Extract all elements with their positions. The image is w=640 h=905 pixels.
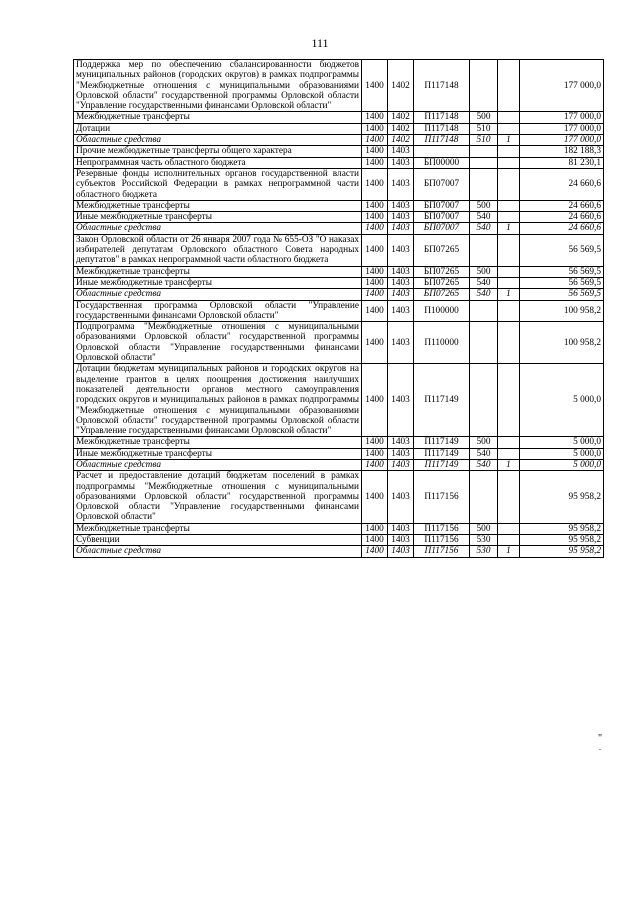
row-amount: 56 569,5: [520, 277, 604, 288]
row-target-article: П110000: [414, 322, 470, 364]
table-row: [74, 459, 604, 470]
row-expense-type: 530: [470, 535, 498, 546]
row-expense-type: 510: [470, 135, 498, 146]
row-funding-source: [498, 322, 520, 364]
row-target-article: П117156: [414, 471, 470, 523]
row-target-article: П117149: [414, 459, 470, 470]
row-expense-type: 500: [470, 112, 498, 123]
row-expense-type: [470, 146, 498, 157]
table-row: [74, 234, 604, 266]
row-name: Межбюджетные трансферты: [74, 523, 362, 534]
row-section: 1400: [362, 471, 388, 523]
row-target-article: БП07007: [414, 200, 470, 211]
row-section: 1400: [362, 60, 388, 112]
row-subsection: 1403: [388, 266, 414, 277]
row-expense-type: 500: [470, 437, 498, 448]
row-section: 1400: [362, 234, 388, 266]
row-section: 1400: [362, 123, 388, 134]
page-number: 111: [311, 36, 329, 50]
row-subsection: 1402: [388, 123, 414, 134]
row-target-article: БП07265: [414, 266, 470, 277]
table-row: [74, 437, 604, 448]
row-name: Областные средства: [74, 546, 362, 557]
row-section: 1400: [362, 523, 388, 534]
row-name: Областные средства: [74, 289, 362, 300]
row-amount: 56 569,5: [520, 266, 604, 277]
row-funding-source: [498, 471, 520, 523]
row-amount: 5 000,0: [520, 459, 604, 470]
row-section: 1400: [362, 448, 388, 459]
row-funding-source: 1: [498, 289, 520, 300]
table-row: [74, 277, 604, 288]
row-expense-type: [470, 168, 498, 200]
row-section: 1400: [362, 459, 388, 470]
row-funding-source: 1: [498, 135, 520, 146]
row-amount: 5 000,0: [520, 437, 604, 448]
row-section: 1400: [362, 289, 388, 300]
budget-table: [73, 59, 604, 558]
row-name: Межбюджетные трансферты: [74, 112, 362, 123]
row-section: 1400: [362, 266, 388, 277]
row-section: 1400: [362, 112, 388, 123]
row-subsection: 1403: [388, 459, 414, 470]
row-subsection: 1403: [388, 234, 414, 266]
row-section: 1400: [362, 146, 388, 157]
row-section: 1400: [362, 364, 388, 437]
row-name: Иные межбюджетные трансферты: [74, 448, 362, 459]
row-section: 1400: [362, 223, 388, 234]
row-name: Иные межбюджетные трансферты: [74, 277, 362, 288]
row-amount: 177 000,0: [520, 112, 604, 123]
row-funding-source: [498, 277, 520, 288]
table-row: [74, 123, 604, 134]
row-name: Межбюджетные трансферты: [74, 266, 362, 277]
row-name: Закон Орловской области от 26 января 2007 года № 655-ОЗ "О наказах избирателей депутатам Орловского областного Совета народных депутатов" в рамках непрограммной части областного бюджета: [74, 234, 362, 266]
row-amount: 100 958,2: [520, 300, 604, 322]
table-row: [74, 546, 604, 557]
row-subsection: 1403: [388, 523, 414, 534]
row-name: Межбюджетные трансферты: [74, 200, 362, 211]
row-target-article: П100000: [414, 300, 470, 322]
table-row: [74, 60, 604, 112]
row-expense-type: [470, 364, 498, 437]
row-expense-type: [470, 157, 498, 168]
row-section: 1400: [362, 300, 388, 322]
row-name: Поддержка мер по обеспечению сбалансированности бюджетов муниципальных районов (городских округов) в рамках подпрограммы "Межбюджетные отношения с муниципальными образованиями Орловской области" государственной программы Орловской области "Управление государственными финансами Орловской области": [74, 60, 362, 112]
row-name: Дотации: [74, 123, 362, 134]
table-row: [74, 135, 604, 146]
row-amount: 95 958,2: [520, 535, 604, 546]
table-row: [74, 168, 604, 200]
row-target-article: БП07265: [414, 277, 470, 288]
row-section: 1400: [362, 200, 388, 211]
row-expense-type: 540: [470, 223, 498, 234]
row-funding-source: [498, 60, 520, 112]
row-target-article: П117149: [414, 437, 470, 448]
row-section: 1400: [362, 212, 388, 223]
table-row: [74, 300, 604, 322]
row-subsection: 1403: [388, 289, 414, 300]
row-subsection: 1402: [388, 135, 414, 146]
row-name: Субвенции: [74, 535, 362, 546]
row-funding-source: [498, 448, 520, 459]
row-expense-type: 530: [470, 546, 498, 557]
row-subsection: 1403: [388, 168, 414, 200]
row-target-article: БП07265: [414, 289, 470, 300]
row-expense-type: 500: [470, 266, 498, 277]
row-amount: 95 958,2: [520, 523, 604, 534]
row-funding-source: [498, 200, 520, 211]
budget-table-body: [74, 60, 604, 558]
table-row: [74, 523, 604, 534]
row-section: 1400: [362, 322, 388, 364]
table-row: [74, 448, 604, 459]
row-target-article: [414, 146, 470, 157]
row-expense-type: [470, 471, 498, 523]
row-name: Областные средства: [74, 459, 362, 470]
row-expense-type: 500: [470, 200, 498, 211]
row-amount: 182 188,3: [520, 146, 604, 157]
table-row: [74, 223, 604, 234]
row-target-article: П117148: [414, 60, 470, 112]
table-row: [74, 535, 604, 546]
row-expense-type: 540: [470, 459, 498, 470]
row-expense-type: 540: [470, 289, 498, 300]
row-subsection: 1403: [388, 535, 414, 546]
table-row: [74, 289, 604, 300]
row-amount: 24 660,6: [520, 223, 604, 234]
row-expense-type: [470, 234, 498, 266]
table-row: [74, 322, 604, 364]
row-target-article: П117156: [414, 546, 470, 557]
row-target-article: БП07007: [414, 168, 470, 200]
row-subsection: 1403: [388, 277, 414, 288]
table-row: [74, 266, 604, 277]
row-subsection: 1403: [388, 437, 414, 448]
row-target-article: П117156: [414, 523, 470, 534]
row-funding-source: [498, 300, 520, 322]
row-amount: 177 000,0: [520, 123, 604, 134]
row-name: Подпрограмма "Межбюджетные отношения с муниципальными образованиями Орловской области" государственной программы Орловской области "Управление государственными финансами Орловской области": [74, 322, 362, 364]
row-funding-source: [498, 168, 520, 200]
row-funding-source: [498, 112, 520, 123]
table-row: [74, 157, 604, 168]
row-expense-type: 540: [470, 212, 498, 223]
row-subsection: 1403: [388, 471, 414, 523]
row-funding-source: 1: [498, 546, 520, 557]
row-section: 1400: [362, 135, 388, 146]
row-expense-type: [470, 300, 498, 322]
row-name: Непрограммная часть областного бюджета: [74, 157, 362, 168]
row-target-article: П117148: [414, 135, 470, 146]
row-amount: 24 660,6: [520, 168, 604, 200]
row-subsection: 1403: [388, 223, 414, 234]
row-name: Межбюджетные трансферты: [74, 437, 362, 448]
row-expense-type: [470, 60, 498, 112]
row-name: Иные межбюджетные трансферты: [74, 212, 362, 223]
closing-dot: .: [599, 743, 601, 752]
row-subsection: 1402: [388, 112, 414, 123]
row-section: 1400: [362, 168, 388, 200]
row-name: Резервные фонды исполнительных органов государственной власти субъектов Российской Федерации в рамках непрограммной части областного бюджета: [74, 168, 362, 200]
row-name: Прочие межбюджетные трансферты общего характера: [74, 146, 362, 157]
row-section: 1400: [362, 157, 388, 168]
table-row: [74, 471, 604, 523]
row-expense-type: 540: [470, 277, 498, 288]
row-subsection: 1403: [388, 200, 414, 211]
table-row: [74, 146, 604, 157]
row-amount: 24 660,6: [520, 200, 604, 211]
row-funding-source: [498, 266, 520, 277]
row-target-article: П117148: [414, 123, 470, 134]
row-amount: 81 230,1: [520, 157, 604, 168]
row-amount: 24 660,6: [520, 212, 604, 223]
row-target-article: П117149: [414, 448, 470, 459]
row-name: Дотации бюджетам муниципальных районов и городских округов на выделение грантов в целях поощрения достижения наилучших показателей деятельности органов местного самоуправления городских округов и муниципальных районов в рамках подпрограммы "Межбюджетные отношения с муниципальными образованиями Орловской области" государственной программы Орловской области "Управление государственными финансами Орловской области": [74, 364, 362, 437]
row-funding-source: [498, 146, 520, 157]
row-target-article: БП07265: [414, 234, 470, 266]
table-row: [74, 200, 604, 211]
row-expense-type: [470, 322, 498, 364]
table-row: [74, 112, 604, 123]
row-target-article: БП07007: [414, 212, 470, 223]
row-expense-type: 510: [470, 123, 498, 134]
row-section: 1400: [362, 535, 388, 546]
row-funding-source: [498, 212, 520, 223]
row-amount: 56 569,5: [520, 289, 604, 300]
row-amount: 95 958,2: [520, 546, 604, 557]
row-section: 1400: [362, 546, 388, 557]
row-funding-source: [498, 535, 520, 546]
row-funding-source: [498, 364, 520, 437]
row-subsection: 1403: [388, 146, 414, 157]
row-target-article: П117148: [414, 112, 470, 123]
row-subsection: 1403: [388, 300, 414, 322]
row-funding-source: [498, 157, 520, 168]
row-name: Областные средства: [74, 223, 362, 234]
row-subsection: 1403: [388, 546, 414, 557]
row-amount: 177 000,0: [520, 135, 604, 146]
row-target-article: БП07007: [414, 223, 470, 234]
row-target-article: П117149: [414, 364, 470, 437]
row-subsection: 1403: [388, 448, 414, 459]
row-target-article: БП00000: [414, 157, 470, 168]
row-expense-type: 540: [470, 448, 498, 459]
row-subsection: 1403: [388, 212, 414, 223]
row-name: Расчет и предоставление дотаций бюджетам поселений в рамках подпрограммы "Межбюджетные отношения с муниципальными образованиями Орловской области" государственной программы Орловской области "Управление государственными финансами Орловской области": [74, 471, 362, 523]
table-row: [74, 364, 604, 437]
table-row: [74, 212, 604, 223]
row-funding-source: [498, 123, 520, 134]
row-funding-source: [498, 234, 520, 266]
row-section: 1400: [362, 277, 388, 288]
row-amount: 100 958,2: [520, 322, 604, 364]
row-funding-source: 1: [498, 223, 520, 234]
row-funding-source: [498, 523, 520, 534]
row-subsection: 1403: [388, 364, 414, 437]
row-name: Государственная программа Орловской области "Управление государственными финансами Орловской области": [74, 300, 362, 322]
row-funding-source: [498, 437, 520, 448]
row-amount: 95 958,2: [520, 471, 604, 523]
row-subsection: 1402: [388, 60, 414, 112]
row-name: Областные средства: [74, 135, 362, 146]
row-expense-type: 500: [470, 523, 498, 534]
row-amount: 177 000,0: [520, 60, 604, 112]
row-amount: 5 000,0: [520, 364, 604, 437]
row-subsection: 1403: [388, 157, 414, 168]
row-subsection: 1403: [388, 322, 414, 364]
row-target-article: П117156: [414, 535, 470, 546]
row-amount: 5 000,0: [520, 448, 604, 459]
row-funding-source: 1: [498, 459, 520, 470]
closing-quote: ": [598, 733, 603, 744]
row-section: 1400: [362, 437, 388, 448]
row-amount: 56 569,5: [520, 234, 604, 266]
